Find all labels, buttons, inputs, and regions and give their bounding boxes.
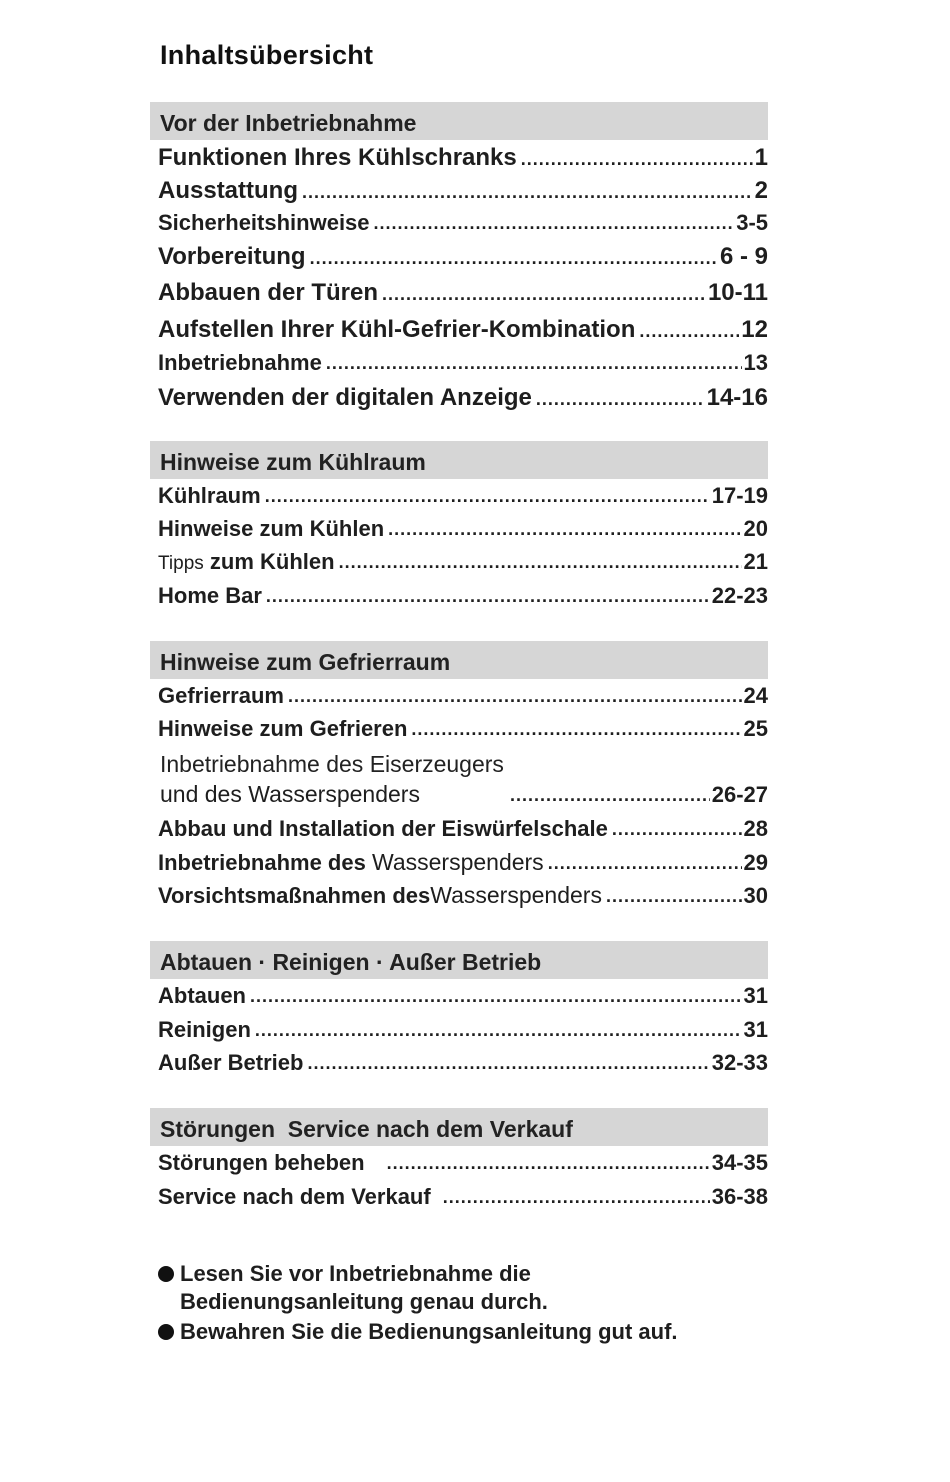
toc-entry-page: 32-33 — [711, 1050, 768, 1075]
section-header: Hinweise zum Kühlraum — [150, 441, 768, 479]
bullet-icon — [158, 1266, 174, 1282]
toc-entry-label: Gefrierraum — [158, 683, 284, 708]
note-item — [158, 1318, 678, 1346]
toc-entry-label: Sicherheitshinweise — [158, 210, 370, 235]
toc-entry[interactable] — [158, 849, 768, 876]
toc-entry[interactable] — [158, 549, 768, 575]
toc-entry-label: Service nach dem Verkauf — [158, 1184, 431, 1209]
toc-entry[interactable] — [158, 144, 768, 172]
toc-entry[interactable] — [158, 683, 768, 709]
toc-entry[interactable] — [158, 583, 768, 609]
leader-dots — [548, 854, 742, 872]
note-line: Bewahren Sie die Bedienungsanleitung gut auf. — [180, 1319, 678, 1344]
note-text — [180, 1260, 548, 1316]
toc-entry-page: 36-38 — [711, 1184, 768, 1209]
toc-entry-label: Störungen beheben — [158, 1150, 365, 1175]
toc-entry-label: Abbauen der Türen — [158, 279, 379, 306]
toc-entry[interactable] — [158, 243, 768, 271]
leader-dots — [326, 354, 742, 372]
leader-dots — [374, 214, 735, 232]
leader-dots — [288, 687, 742, 705]
note-item — [158, 1260, 678, 1316]
leader-dots — [382, 285, 706, 303]
section-header: Abtauen · Reinigen · Außer Betrieb — [150, 941, 768, 979]
leader-dots — [510, 786, 710, 804]
toc-entry[interactable] — [158, 210, 768, 236]
toc-entry-label: Vorsichtsmaßnahmen des — [158, 883, 431, 908]
toc-entry-page: 20 — [743, 516, 768, 541]
toc-entry-label-group — [158, 882, 602, 909]
toc-entry-label: Reinigen — [158, 1017, 251, 1042]
toc-entry[interactable] — [158, 1050, 768, 1076]
toc-entry-label: Ausstattung — [158, 177, 298, 204]
section-header: Hinweise zum Gefrierraum — [150, 641, 768, 679]
notes — [158, 1260, 678, 1348]
section-header: Störungen Service nach dem Verkauf — [150, 1108, 768, 1146]
leader-dots — [411, 720, 741, 738]
leader-dots — [536, 390, 705, 408]
toc-section-stoerungen — [150, 1108, 768, 1218]
toc-entry-label: zum Kühlen — [209, 549, 335, 574]
toc-entry-page: 26-27 — [711, 782, 768, 807]
leader-dots — [310, 249, 718, 267]
toc-entry-label-suffix: Wasserspenders — [430, 882, 602, 908]
toc-entry[interactable] — [158, 177, 768, 205]
toc-entry-label: Hinweise zum Gefrieren — [158, 716, 408, 741]
toc-entry[interactable] — [158, 279, 768, 307]
toc-entry-label: Vorbereitung — [158, 243, 306, 270]
toc-entry[interactable] — [158, 1150, 768, 1176]
toc-entry-label: Abtauen — [158, 983, 246, 1008]
toc-entry-label: Inbetriebnahme — [158, 350, 322, 375]
toc-entry-label: Außer Betrieb — [158, 1050, 304, 1075]
toc-entry-label: Inbetriebnahme des — [158, 850, 366, 875]
leader-dots — [521, 150, 753, 168]
toc-entry-label-group — [158, 549, 335, 575]
toc-entry-label: Hinweise zum Kühlen — [158, 516, 385, 541]
toc-entry-page: 14-16 — [706, 384, 768, 411]
toc-entry-page: 25 — [743, 716, 768, 741]
note-line: Bedienungsanleitung genau durch. — [180, 1289, 548, 1314]
toc-entry[interactable] — [158, 781, 768, 808]
toc-entry-page: 28 — [743, 816, 768, 841]
toc-entry-label-line1: Inbetriebnahme des Eiserzeugers — [160, 751, 504, 777]
leader-dots — [266, 587, 710, 605]
toc-entry[interactable] — [158, 384, 768, 412]
bullet-icon — [158, 1324, 174, 1340]
leader-dots — [265, 487, 710, 505]
toc-entry-page: 22-23 — [711, 583, 768, 608]
leader-dots — [255, 1021, 742, 1039]
toc-entry-label: und des Wasserspenders — [160, 781, 420, 807]
toc-entry[interactable] — [158, 516, 768, 542]
toc-entry-page: 10-11 — [707, 279, 768, 306]
toc-entry[interactable] — [158, 483, 768, 509]
toc-entry[interactable] — [158, 316, 768, 344]
note-line: Lesen Sie vor Inbetriebnahme die — [180, 1261, 531, 1286]
toc-entry-page: 1 — [754, 144, 768, 171]
toc-entry-label-prefix: Tipps — [158, 553, 204, 574]
leader-dots — [388, 520, 741, 538]
toc-section-abtauen — [150, 941, 768, 1081]
toc-entry-label: Verwenden der digitalen Anzeige — [158, 384, 532, 411]
leader-dots — [387, 1154, 710, 1172]
toc-entry-label: Kühlraum — [158, 483, 261, 508]
toc-entry-page: 3-5 — [736, 210, 768, 235]
toc-entry-page: 13 — [743, 350, 768, 375]
toc-entry-page: 12 — [741, 316, 768, 343]
toc-entry-page: 31 — [743, 983, 768, 1008]
toc-entry-page: 24 — [743, 683, 768, 708]
leader-dots — [307, 1054, 709, 1072]
toc-section-gefrierraum — [150, 641, 768, 916]
leader-dots — [250, 987, 742, 1005]
leader-dots — [612, 820, 742, 838]
toc-entry[interactable] — [158, 983, 768, 1009]
leader-dots — [443, 1188, 710, 1206]
toc-entry-label: Abbau und Installation der Eiswürfelschale — [158, 816, 608, 841]
toc-entry[interactable] — [158, 716, 768, 742]
leader-dots — [606, 887, 742, 905]
toc-entry[interactable] — [158, 816, 768, 842]
toc-section-kuehlraum — [150, 441, 768, 616]
toc-entry-page: 30 — [743, 883, 768, 908]
leader-dots — [302, 183, 753, 201]
toc-entry-page: 17-19 — [711, 483, 768, 508]
toc-entry-page: 21 — [743, 549, 768, 574]
toc-entry-label: Funktionen Ihres Kühlschranks — [158, 144, 517, 171]
toc-entry-label: Aufstellen Ihrer Kühl-Gefrier-Kombination — [158, 316, 636, 343]
toc-entry-page: 29 — [743, 850, 768, 875]
page-title: Inhaltsübersicht — [160, 40, 374, 70]
toc-entry-label-suffix: Wasserspenders — [371, 849, 544, 875]
toc-entry[interactable] — [158, 350, 768, 376]
toc-entry[interactable] — [158, 1184, 768, 1210]
toc-entry-page: 31 — [743, 1017, 768, 1042]
toc-entry[interactable] — [158, 882, 768, 909]
toc-entry-page: 34-35 — [711, 1150, 768, 1175]
toc-entry-page: 2 — [754, 177, 768, 204]
toc-entry-label-group — [158, 849, 544, 876]
leader-dots — [339, 553, 742, 571]
leader-dots — [639, 322, 739, 340]
toc-section-vor-der-inbetriebnahme — [150, 102, 768, 412]
toc-entry-label: Home Bar — [158, 583, 262, 608]
toc-entry-page: 6 - 9 — [719, 243, 768, 270]
toc-entry[interactable] — [158, 1017, 768, 1043]
section-header: Vor der Inbetriebnahme — [150, 102, 768, 140]
